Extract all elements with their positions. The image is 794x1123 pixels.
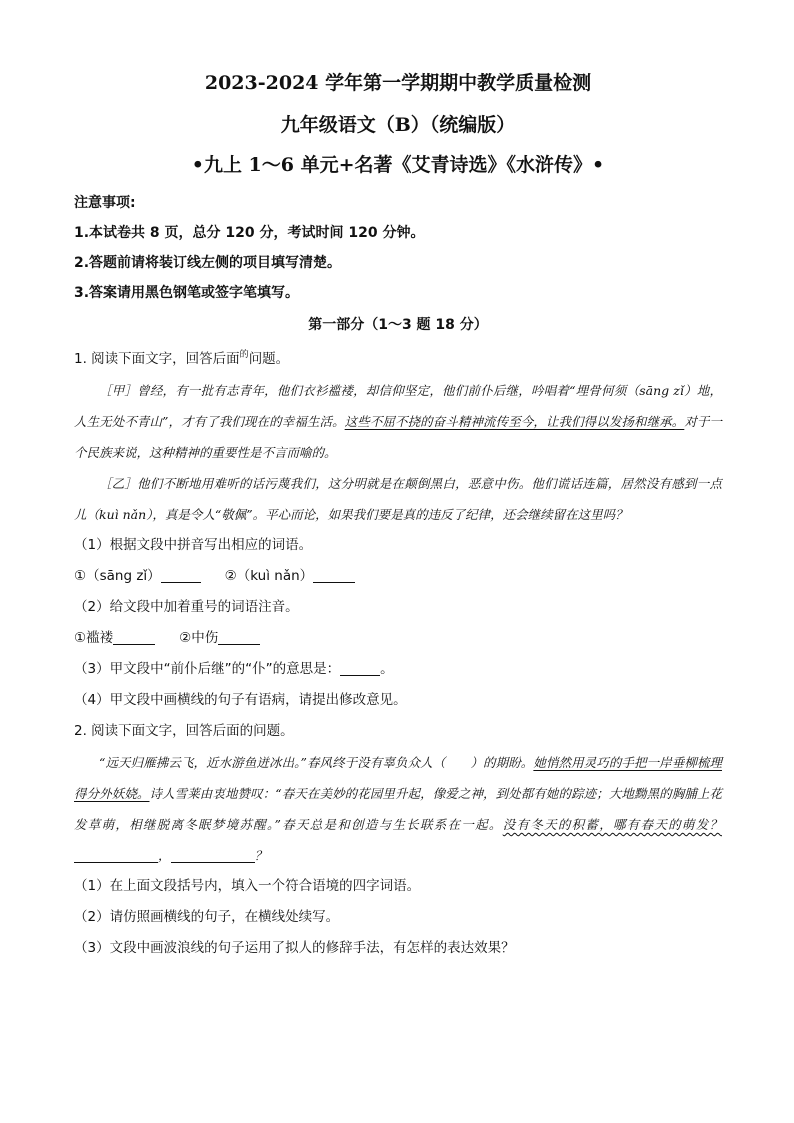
sub-text: 。	[380, 661, 394, 677]
q1-sub1: （1）根据文段中拼音写出相应的词语。	[74, 537, 313, 553]
exam-scope: •九上 1～6 单元+名著《艾青诗选》《水浒传》•	[191, 154, 605, 176]
note-item: 1.本试卷共 8 页，总分 120 分，考试时间 120 分钟。	[74, 225, 425, 241]
answer-blank[interactable]	[161, 568, 201, 583]
notes-heading: 注意事项:	[74, 195, 136, 211]
q1-sub2: （2）给文段中加着重号的词语注音。	[74, 599, 299, 615]
part-heading: 第一部分（1～3 题 18 分）	[308, 317, 488, 333]
sub-text: （3）甲文段中“前仆后继”的“仆”的意思是：	[74, 661, 341, 677]
stem-text: 问题。	[248, 351, 290, 367]
answer-blank[interactable]	[171, 848, 255, 863]
question-2-stem: 2. 阅读下面文字，回答后面的问题。	[74, 723, 294, 739]
answer-blank[interactable]	[74, 848, 158, 863]
exam-title: 2023-2024 学年第一学期期中教学质量检测	[204, 72, 592, 94]
word-item: ①褴褛	[74, 630, 114, 646]
word-item: ②中伤	[179, 630, 219, 646]
note-item: 2.答题前请将装订线左侧的项目填写清楚。	[74, 255, 342, 271]
q1-sub3	[74, 654, 722, 685]
question-1-stem	[74, 340, 722, 375]
passage-text: “远天归雁拂云飞，近水游鱼迸冰出。”春风终于没有辜负众人（ ）的期盼。	[99, 755, 534, 770]
q1-sub4: （4）甲文段中画横线的句子有语病，请提出修改意见。	[74, 692, 407, 708]
passage-spring	[74, 747, 722, 871]
underlined-sentence: 这些不屈不挠的奋斗精神流传至今，让我们得以发扬和继承。	[344, 414, 685, 429]
note-item: 3.答案请用黑色钢笔或签字笔填写。	[74, 285, 300, 301]
q2-sub2: （2）请仿照画横线的句子，在横线处续写。	[74, 909, 340, 925]
q2-sub3: （3）文段中画波浪线的句子运用了拟人的修辞手法，有怎样的表达效果？	[74, 940, 515, 956]
passage-jia	[74, 375, 722, 468]
answer-blank[interactable]	[113, 630, 155, 645]
passage-text: 诗人雪莱由衷地赞叹：“春天在美妙的花园里升起，像爱之神，到处都有她的踪迹；大地黝黑的胸脯上花发草萌，相继脱离冬眠梦境苏醒。”春天总是和创造与生长联系在一起。	[74, 786, 722, 832]
q1-sub2-answers	[74, 623, 722, 654]
passage-text: ［甲］曾经，有一批有志青年，他们衣衫褴褛，却信仰坚定，他们前仆后继，吟唱着“埋骨何须（sāng zǐ）地，人生无处不青山”，才有了我们现在的幸福生活。	[74, 383, 722, 429]
stem-char: 的	[239, 350, 249, 360]
q2-sub1: （1）在上面文段括号内，填入一个符合语境的四字词语。	[74, 878, 421, 894]
notes-section	[74, 188, 722, 308]
stem-text: 1. 阅读下面文字，回答后面	[74, 351, 240, 367]
pinyin-item: ②（kuì nǎn）	[224, 568, 314, 584]
wavy-sentence: 没有冬天的积蓄，哪有春天的萌发？	[502, 817, 722, 832]
passage-yi: ［乙］他们不断地用难听的话污蔑我们，这分明就是在颠倒黑白，恶意中伤。他们谎话连篇，居然没有感到一点儿（kuì nǎn），真是令人“敬佩”。平心而论，如果我们要是真的违反了纪律，还会继续留在这里吗？	[74, 476, 722, 522]
q1-sub1-answers	[74, 561, 722, 592]
underlined-sentence: 她悄然用灵巧的手把一岸垂柳梳理得分外妖娆。	[74, 755, 722, 801]
passage-text: ？	[254, 848, 268, 863]
answer-blank[interactable]	[340, 661, 380, 676]
passage-text: ，	[158, 848, 171, 863]
pinyin-item: ①（sāng zǐ）	[74, 568, 161, 584]
answer-blank[interactable]	[313, 568, 355, 583]
passage-text: 对于一个民族来说，这种精神的重要性是不言而喻的。	[74, 414, 722, 460]
answer-blank[interactable]	[218, 630, 260, 645]
exam-subtitle: 九年级语文（B）（统编版）	[280, 114, 516, 136]
